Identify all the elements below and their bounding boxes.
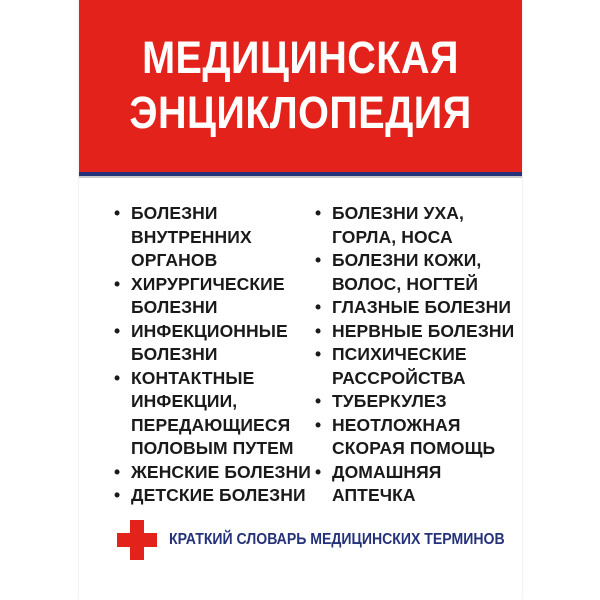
bullet-icon: • xyxy=(114,461,121,482)
topic-line: ГОРЛА, НОСА xyxy=(332,226,453,247)
topic-line: ТУБЕРКУЛЕЗ xyxy=(332,391,447,411)
bullet-icon: • xyxy=(315,344,322,364)
topic-line: ДЕТСКИЕ БОЛЕЗНИ xyxy=(131,485,306,505)
topic-line: ОРГАНОВ xyxy=(131,250,218,270)
topic-line: БОЛЕЗНИ КОЖИ, xyxy=(332,250,482,270)
title-banner xyxy=(79,0,522,172)
topic-item xyxy=(313,390,513,414)
topic-item xyxy=(313,343,513,390)
topic-line: ЖЕНСКИЕ БОЛЕЗНИ xyxy=(131,461,311,482)
topic-item xyxy=(313,296,513,320)
topic-line: КОНТАКТНЫЕ xyxy=(131,367,255,388)
topics-list-left xyxy=(112,202,312,508)
topic-line: ВОЛОС, НОГТЕЙ xyxy=(332,273,479,294)
bullet-icon: • xyxy=(114,320,121,341)
bullet-icon: • xyxy=(315,461,322,482)
topic-item xyxy=(313,461,513,508)
topic-line: ИНФЕКЦИИ, xyxy=(131,391,238,411)
title-line-1: МЕДИЦИНСКАЯ xyxy=(142,32,459,83)
topic-line: ГЛАЗНЫЕ БОЛЕЗНИ xyxy=(332,297,512,317)
topic-line: ПСИХИЧЕСКИЕ xyxy=(332,344,467,364)
topic-line: РАССРОЙСТВА xyxy=(332,367,466,388)
bullet-icon: • xyxy=(315,250,322,270)
topic-line: НЕОТЛОЖНАЯ xyxy=(332,414,461,435)
bullet-icon: • xyxy=(315,297,322,317)
topic-line: ПЕРЕДАЮЩИЕСЯ xyxy=(131,414,291,435)
bullet-icon: • xyxy=(315,414,322,435)
book-cover xyxy=(79,0,522,600)
topic-item xyxy=(112,202,312,273)
topic-item xyxy=(313,414,513,461)
topic-line: ПОЛОВЫМ ПУТЕМ xyxy=(131,438,294,458)
topic-item xyxy=(112,484,312,508)
bullet-icon: • xyxy=(114,273,121,294)
topic-line: БОЛЕЗНИ xyxy=(131,203,218,223)
topic-item xyxy=(112,367,312,461)
topic-item xyxy=(112,273,312,320)
title-line-2: ЭНЦИКЛОПЕДИЯ xyxy=(129,87,472,138)
bullet-icon: • xyxy=(114,203,121,223)
gray-divider xyxy=(79,176,522,178)
topic-line: АПТЕЧКА xyxy=(332,485,416,505)
topic-item xyxy=(313,249,513,296)
bullet-icon: • xyxy=(114,485,121,505)
topic-line: СКОРАЯ ПОМОЩЬ xyxy=(332,438,496,458)
topic-line: БОЛЕЗНИ xyxy=(131,344,218,364)
topics-list-right xyxy=(313,202,513,508)
footer-text: КРАТКИЙ СЛОВАРЬ МЕДИЦИНСКИХ ТЕРМИНОВ xyxy=(169,531,505,548)
topic-line: ДОМАШНЯЯ xyxy=(332,461,442,482)
topic-line: ВНУТРЕННИХ xyxy=(131,226,252,247)
topic-line: НЕРВНЫЕ БОЛЕЗНИ xyxy=(332,320,515,341)
topic-item xyxy=(112,320,312,367)
bullet-icon: • xyxy=(315,320,322,341)
topic-item xyxy=(112,461,312,485)
topic-line: БОЛЕЗНИ xyxy=(131,297,218,317)
dictionary-footer xyxy=(117,520,517,560)
bullet-icon: • xyxy=(315,391,322,411)
bullet-icon: • xyxy=(114,367,121,388)
topic-item xyxy=(313,202,513,249)
topic-line: ХИРУРГИЧЕСКИЕ xyxy=(131,273,285,294)
bullet-icon: • xyxy=(315,203,322,223)
red-cross-icon xyxy=(117,520,157,560)
topic-line: ИНФЕКЦИОННЫЕ xyxy=(131,320,288,341)
topic-line: БОЛЕЗНИ УХА, xyxy=(332,203,465,223)
topic-item xyxy=(313,320,513,344)
